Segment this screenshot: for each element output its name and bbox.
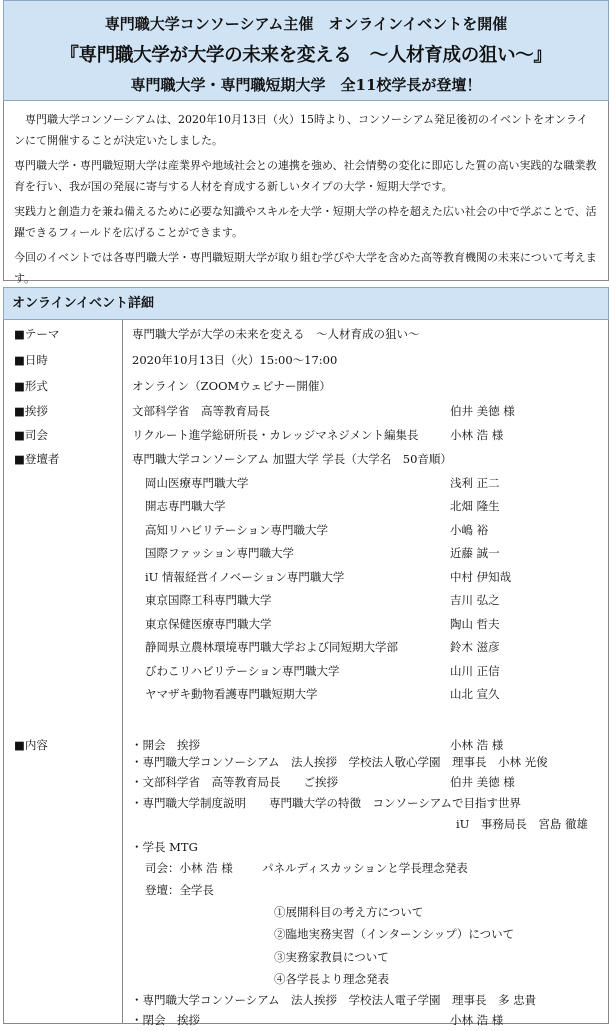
speaker-school: 高知リハビリテーション専門職大学 (145, 523, 328, 537)
speaker-row (4, 636, 610, 658)
content-row (4, 879, 610, 901)
speaker-name: 北畑 隆生 (450, 499, 500, 513)
event-announcement (3, 0, 611, 1027)
speaker-name: 中村 伊知哉 (450, 570, 512, 584)
content-row (4, 968, 610, 990)
content-row (4, 771, 610, 793)
program-speaker: 小林 浩 様 (450, 738, 504, 752)
speaker-name: 陶山 哲夫 (450, 617, 500, 631)
content-row (4, 989, 610, 1011)
content-row (4, 923, 610, 945)
program-item: ・専門職大学コンソーシアム 法人挨拶 学校法人敬心学園 理事長 小林 光俊 (131, 755, 548, 769)
speaker-row (4, 495, 610, 517)
speaker-name: 浅利 正二 (450, 476, 500, 490)
program-topic: ①展開科目の考え方について (274, 905, 424, 919)
detail-label: ■形式 (14, 379, 48, 393)
speaker-row (4, 613, 610, 635)
program-sub: 登壇：全学長 (145, 883, 214, 897)
program-sub: 司会：小林 浩 様 (145, 861, 233, 875)
speaker-name: 鈴木 滋彦 (450, 640, 500, 654)
header-banner (3, 0, 609, 101)
program-topic: ④各学長より理念発表 (274, 972, 389, 986)
program-sub: パネルディスカッションと学長理念発表 (262, 861, 468, 875)
program-item: ・閉会 挨拶 (131, 1013, 200, 1027)
program-item: ・専門職大学コンソーシアム 法人挨拶 学校法人電子学園 理事長 多 忠貴 (131, 993, 537, 1007)
speaker-row (4, 683, 610, 705)
speaker-row (4, 566, 610, 588)
speaker-name: 吉川 弘之 (450, 593, 500, 607)
speaker-school: 東京保健医療専門職大学 (145, 617, 272, 631)
content-row (4, 792, 610, 814)
content-row (4, 1009, 610, 1031)
detail-row-theme (4, 323, 610, 345)
program-speaker: 伯井 美徳 様 (450, 775, 515, 789)
speaker-row (4, 589, 610, 611)
detail-row-date (4, 349, 610, 371)
event-title: 『専門職大学が大学の未来を変える ～人材育成の狙い～』 (60, 45, 552, 66)
detail-row-mc (4, 424, 610, 446)
program-speaker: iU 事務局長 宮島 徹雄 (456, 817, 589, 831)
program-item: ・開会 挨拶 (131, 738, 200, 752)
detail-label: ■テーマ (14, 327, 60, 341)
speaker-row (4, 472, 610, 494)
speaker-school: ヤマザキ動物看護専門職短期大学 (145, 687, 318, 701)
speaker-school: 岡山医療専門職大学 (145, 476, 249, 490)
detail-value: リクルート進学総研所長・カレッジマネジメント編集長 (132, 428, 419, 442)
intro-paragraph: 専門職大学・専門職短期大学は産業界や地域社会との連携を強め、社会情勢の変化に即応した質の高い実践的な職業教育を行い、我が国の発展に寄与する人材を育成する新しいタイプの大学・短期大学です。 (14, 159, 597, 193)
detail-value: オンライン（ZOOMウェビナー開催） (132, 379, 331, 393)
intro-paragraph: 専門職大学コンソーシアムは、2020年10月13日（火）15時より、コンソーシアム発足後初のイベントをオンラインにて開催することが決定いたしました。 (14, 113, 588, 147)
intro-text (3, 101, 609, 285)
content-row (4, 836, 610, 858)
detail-name: 伯井 美徳 様 (450, 404, 515, 418)
speaker-school: iU 情報経営イノベーション専門職大学 (145, 570, 345, 584)
content-row (4, 946, 610, 968)
program-item: ・専門職大学制度説明 専門職大学の特徴 コンソーシアムで目指す世界 (131, 796, 521, 810)
detail-row-speakers (4, 448, 610, 470)
detail-label: ■登壇者 (14, 452, 60, 466)
speaker-school: 国際ファッション専門職大学 (145, 546, 295, 560)
program-item: ・学長 MTG (131, 840, 198, 854)
detail-value: 文部科学省 高等教育局長 (132, 404, 270, 418)
speaker-row (4, 542, 610, 564)
speaker-row (4, 660, 610, 682)
detail-label: ■内容 (14, 738, 48, 752)
content-row (4, 857, 610, 879)
speaker-school: 開志専門職大学 (145, 499, 226, 513)
speaker-name: 山北 宣久 (450, 687, 500, 701)
detail-row-greeting (4, 400, 610, 422)
speaker-name: 近藤 誠一 (450, 546, 500, 560)
intro-paragraph: 今回のイベントでは各専門職大学・専門職短期大学が取り組む学びや大学を含めた高等教育機関の未来について考えます。 (14, 251, 597, 285)
intro-paragraph: 実践力と創造力を兼ね備えるために必要な知識やスキルを大学・短期大学の枠を超えた広い社会の中で学ぶことで、活躍できるフィールドを広げることができます。 (14, 205, 597, 239)
header-line-speakers: 専門職大学・専門職短期大学 全11校学長が登壇！ (130, 76, 482, 94)
content-row (4, 813, 610, 835)
speaker-row (4, 519, 610, 541)
speaker-name: 小嶋 裕 (450, 523, 489, 537)
program-speaker: 小林 浩 様 (450, 1013, 504, 1027)
speaker-school: びわこリハビリテーション専門職大学 (145, 664, 340, 678)
detail-value: 専門職大学が大学の未来を変える ～人材育成の狙い～ (132, 327, 420, 341)
content-row (4, 901, 610, 923)
header-line-organizer: 専門職大学コンソーシアム主催 オンラインイベントを開催 (104, 15, 508, 33)
detail-label: ■挨拶 (14, 404, 48, 418)
program-item: ・文部科学省 高等教育局長 ご挨拶 (131, 775, 338, 789)
detail-label: ■司会 (14, 428, 48, 442)
section-title: オンラインイベント詳細 (3, 287, 609, 320)
program-topic: ③実務家教員について (274, 950, 389, 964)
program-topic: ②臨地実務実習（インターンシップ）について (274, 927, 515, 941)
content-row (4, 751, 610, 773)
event-details-table (3, 320, 609, 1027)
detail-value: 2020年10月13日（火）15:00～17:00 (132, 353, 338, 367)
detail-label: ■日時 (14, 353, 48, 367)
detail-row-format (4, 375, 610, 397)
detail-value: 専門職大学コンソーシアム 加盟大学 学長（大学名 50音順） (132, 452, 452, 466)
speaker-school: 東京国際工科専門職大学 (145, 593, 272, 607)
detail-name: 小林 浩 様 (450, 428, 504, 442)
speaker-name: 山川 正信 (450, 664, 500, 678)
speaker-school: 静岡県立農林環境専門職大学および同短期大学部 (145, 640, 398, 654)
